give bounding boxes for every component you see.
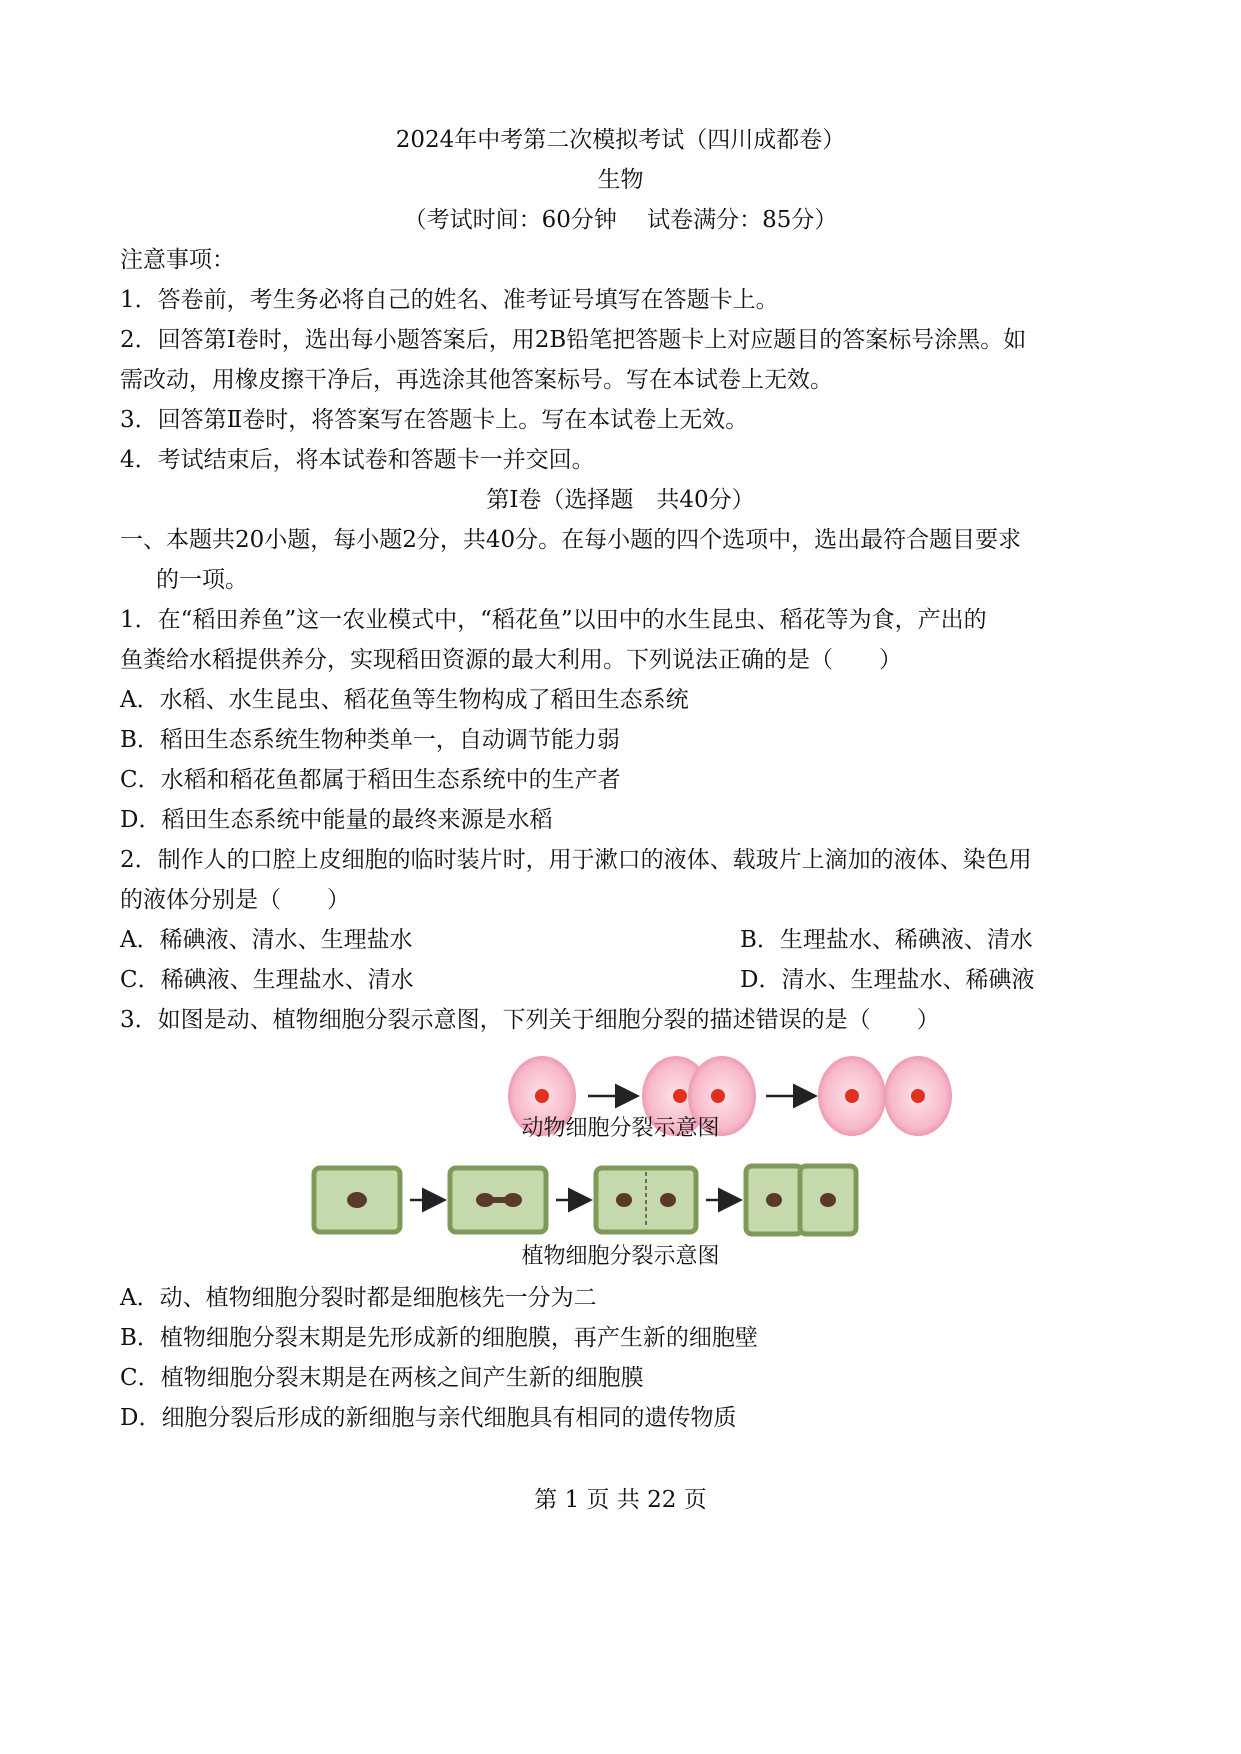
q3-option-c: C．植物细胞分裂末期是在两核之间产生新的细胞膜: [120, 1365, 644, 1391]
plant-cell-stage-3: [596, 1168, 696, 1232]
q2-option-d: D．清水、生理盐水、稀碘液: [740, 967, 1035, 993]
q2-stem-line-1: 2．制作人的口腔上皮细胞的临时装片时，用于漱口的液体、载玻片上滴加的液体、染色用: [120, 847, 1032, 873]
note-3: 3．回答第Ⅱ卷时，将答案写在答题卡上。写在本试卷上无效。: [120, 407, 749, 433]
plant-cell-stage-2: [450, 1168, 546, 1232]
q1-option-a: A．水稻、水生昆虫、稻花鱼等生物构成了稻田生态系统: [120, 687, 689, 713]
q1-stem-line-2: 鱼粪给水稻提供养分，实现稻田资源的最大利用。下列说法正确的是（ ）: [120, 647, 902, 673]
q2-options-row-2: [120, 958, 1130, 1002]
q2-options-row-1: [120, 918, 1130, 962]
nucleus-icon: [673, 1089, 687, 1103]
q2-option-b: B．生理盐水、稀碘液、清水: [740, 927, 1033, 953]
nucleus-icon: [766, 1193, 782, 1207]
note-2-line-1: 2．回答第Ⅰ卷时，选出每小题答案后，用2B铅笔把答题卡上对应题目的答案标号涂黑。如: [120, 327, 1027, 353]
note-2-line-2: 需改动，用橡皮擦干净后，再选涂其他答案标号。写在本试卷上无效。: [120, 367, 833, 393]
plant-cell-division-figure: [300, 1160, 960, 1240]
animal-figure-caption: 动物细胞分裂示意图: [521, 1116, 720, 1141]
section-instructions-line-2: 的一项。: [156, 567, 248, 593]
nucleus-icon: [911, 1089, 925, 1103]
q1-stem-line-1: 1．在“稻田养鱼”这一农业模式中，“稻花鱼”以田中的水生昆虫、稻花等为食，产出的: [120, 607, 987, 633]
plant-figure-caption: 植物细胞分裂示意图: [521, 1244, 720, 1269]
page-number-footer: 第 1 页 共 22 页: [534, 1487, 707, 1513]
nucleus-icon: [535, 1089, 549, 1103]
q2-option-a: A．稀碘液、清水、生理盐水: [120, 927, 413, 953]
nucleus-icon: [845, 1089, 859, 1103]
section-title: 第Ⅰ卷（选择题 共40分）: [486, 487, 755, 513]
nucleus-icon: [616, 1193, 632, 1207]
note-4: 4．考试结束后，将本试卷和答题卡一并交回。: [120, 447, 595, 473]
exam-title: 2024年中考第二次模拟考试（四川成都卷）: [395, 127, 846, 153]
q1-option-c: C．水稻和稻花鱼都属于稻田生态系统中的生产者: [120, 767, 621, 793]
q3-option-b: B．植物细胞分裂末期是先形成新的细胞膜，再产生新的细胞壁: [120, 1325, 758, 1351]
note-1: 1．答卷前，考生务必将自己的姓名、准考证号填写在答题卡上。: [120, 287, 779, 313]
section-instructions-line-1: 一、本题共20小题，每小题2分，共40分。在每小题的四个选项中，选出最符合题目要求: [120, 527, 1022, 553]
plant-cell-stage-4: [746, 1166, 856, 1234]
q3-option-d: D．细胞分裂后形成的新细胞与亲代细胞具有相同的遗传物质: [120, 1405, 737, 1431]
nucleus-icon: [711, 1089, 725, 1103]
exam-meta: （考试时间：60分钟 试卷满分：85分）: [403, 207, 838, 233]
q1-option-b: B．稻田生态系统生物种类单一，自动调节能力弱: [120, 727, 620, 753]
q3-stem: 3．如图是动、植物细胞分裂示意图，下列关于细胞分裂的描述错误的是（ ）: [120, 1007, 940, 1033]
q2-stem-line-2: 的液体分别是（ ）: [120, 887, 350, 913]
nucleus-icon: [820, 1193, 836, 1207]
q2-option-c: C．稀碘液、生理盐水、清水: [120, 967, 414, 993]
subject-title: 生物: [597, 167, 644, 193]
nucleus-icon: [476, 1193, 494, 1207]
nucleus-icon: [504, 1193, 522, 1207]
nucleus-icon: [347, 1192, 367, 1208]
notes-heading: 注意事项：: [120, 247, 235, 273]
q1-option-d: D．稻田生态系统中能量的最终来源是水稻: [120, 807, 553, 833]
nucleus-icon: [660, 1193, 676, 1207]
q3-option-a: A．动、植物细胞分裂时都是细胞核先一分为二: [120, 1285, 597, 1311]
plant-cell-stage-1: [314, 1168, 400, 1232]
